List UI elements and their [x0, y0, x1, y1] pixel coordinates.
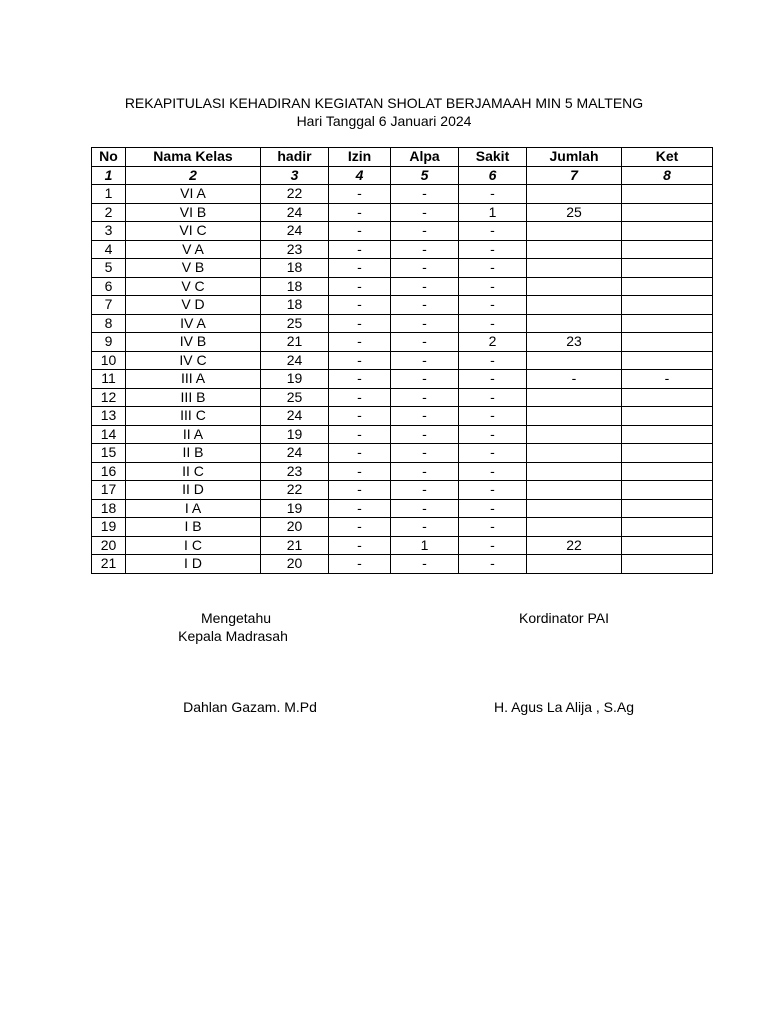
cell-jumlah	[527, 296, 622, 315]
table-row	[92, 370, 713, 389]
table-row	[92, 499, 713, 518]
cell-hadir: 24	[261, 444, 329, 463]
column-header-no: No	[92, 148, 126, 167]
cell-hadir: 21	[261, 333, 329, 352]
column-number: 5	[391, 166, 459, 185]
signature-left-caption: Mengetahu	[200, 610, 272, 626]
cell-izin: -	[329, 351, 391, 370]
cell-hadir: 22	[261, 481, 329, 500]
cell-sakit: -	[459, 536, 527, 555]
cell-jumlah	[527, 259, 622, 278]
column-header-jumlah: Jumlah	[527, 148, 622, 167]
cell-sakit: -	[459, 425, 527, 444]
cell-alpa: -	[391, 555, 459, 574]
cell-alpa: -	[391, 203, 459, 222]
cell-nama-kelas: VI C	[126, 222, 261, 241]
cell-ket	[622, 536, 713, 555]
cell-jumlah: 22	[527, 536, 622, 555]
cell-sakit: -	[459, 462, 527, 481]
cell-izin: -	[329, 462, 391, 481]
cell-jumlah	[527, 462, 622, 481]
cell-sakit: -	[459, 388, 527, 407]
cell-izin: -	[329, 555, 391, 574]
cell-no: 7	[92, 296, 126, 315]
cell-alpa: -	[391, 425, 459, 444]
cell-alpa: -	[391, 185, 459, 204]
cell-izin: -	[329, 222, 391, 241]
cell-no: 9	[92, 333, 126, 352]
table-row	[92, 425, 713, 444]
cell-jumlah	[527, 518, 622, 537]
cell-sakit: 1	[459, 203, 527, 222]
cell-nama-kelas: V C	[126, 277, 261, 296]
cell-alpa: -	[391, 462, 459, 481]
cell-hadir: 23	[261, 240, 329, 259]
cell-jumlah	[527, 277, 622, 296]
signature-right-title: Kordinator PAI	[518, 610, 609, 626]
cell-sakit: -	[459, 370, 527, 389]
cell-hadir: 25	[261, 388, 329, 407]
cell-alpa: -	[391, 481, 459, 500]
cell-jumlah: 25	[527, 203, 622, 222]
cell-hadir: 18	[261, 277, 329, 296]
cell-izin: -	[329, 314, 391, 333]
cell-sakit: -	[459, 555, 527, 574]
cell-ket	[622, 388, 713, 407]
cell-hadir: 21	[261, 536, 329, 555]
cell-nama-kelas: II D	[126, 481, 261, 500]
cell-jumlah	[527, 222, 622, 241]
column-number: 3	[261, 166, 329, 185]
table-row	[92, 481, 713, 500]
cell-hadir: 19	[261, 499, 329, 518]
document-date: Hari Tanggal 6 Januari 2024	[296, 113, 472, 129]
cell-no: 13	[92, 407, 126, 426]
cell-izin: -	[329, 185, 391, 204]
cell-ket	[622, 296, 713, 315]
cell-jumlah: -	[527, 370, 622, 389]
cell-jumlah	[527, 240, 622, 259]
column-number: 1	[92, 166, 126, 185]
cell-no: 3	[92, 222, 126, 241]
table-row	[92, 314, 713, 333]
column-header-alpa: Alpa	[391, 148, 459, 167]
table-row	[92, 222, 713, 241]
cell-jumlah	[527, 314, 622, 333]
cell-sakit: -	[459, 518, 527, 537]
cell-no: 15	[92, 444, 126, 463]
cell-no: 18	[92, 499, 126, 518]
table-row	[92, 333, 713, 352]
cell-jumlah	[527, 407, 622, 426]
cell-ket	[622, 277, 713, 296]
column-number: 2	[126, 166, 261, 185]
cell-hadir: 23	[261, 462, 329, 481]
cell-no: 21	[92, 555, 126, 574]
cell-ket	[622, 314, 713, 333]
cell-no: 8	[92, 314, 126, 333]
cell-izin: -	[329, 518, 391, 537]
cell-nama-kelas: II C	[126, 462, 261, 481]
cell-no: 16	[92, 462, 126, 481]
cell-ket	[622, 333, 713, 352]
table-row	[92, 388, 713, 407]
cell-jumlah	[527, 388, 622, 407]
cell-hadir: 18	[261, 259, 329, 278]
document-title: REKAPITULASI KEHADIRAN KEGIATAN SHOLAT BERJAMAAH MIN 5 MALTENG	[124, 95, 644, 111]
cell-izin: -	[329, 425, 391, 444]
cell-ket	[622, 185, 713, 204]
cell-izin: -	[329, 407, 391, 426]
cell-jumlah	[527, 555, 622, 574]
table-row	[92, 259, 713, 278]
cell-sakit: -	[459, 499, 527, 518]
cell-sakit: -	[459, 444, 527, 463]
cell-hadir: 24	[261, 407, 329, 426]
column-number: 7	[527, 166, 622, 185]
cell-alpa: -	[391, 259, 459, 278]
cell-alpa: -	[391, 388, 459, 407]
cell-jumlah	[527, 351, 622, 370]
cell-no: 14	[92, 425, 126, 444]
cell-izin: -	[329, 388, 391, 407]
cell-izin: -	[329, 499, 391, 518]
table-row	[92, 555, 713, 574]
cell-izin: -	[329, 444, 391, 463]
cell-ket	[622, 203, 713, 222]
cell-no: 19	[92, 518, 126, 537]
cell-ket	[622, 518, 713, 537]
table-row	[92, 444, 713, 463]
cell-nama-kelas: VI B	[126, 203, 261, 222]
cell-no: 12	[92, 388, 126, 407]
cell-no: 4	[92, 240, 126, 259]
cell-sakit: 2	[459, 333, 527, 352]
cell-izin: -	[329, 277, 391, 296]
column-header-ket: Ket	[622, 148, 713, 167]
cell-nama-kelas: II B	[126, 444, 261, 463]
cell-nama-kelas: IV B	[126, 333, 261, 352]
table-row	[92, 536, 713, 555]
cell-alpa: -	[391, 370, 459, 389]
cell-nama-kelas: V A	[126, 240, 261, 259]
cell-alpa: -	[391, 240, 459, 259]
cell-ket	[622, 351, 713, 370]
cell-izin: -	[329, 536, 391, 555]
cell-jumlah	[527, 185, 622, 204]
cell-nama-kelas: III B	[126, 388, 261, 407]
cell-ket: -	[622, 370, 713, 389]
cell-izin: -	[329, 333, 391, 352]
signature-left-name: Dahlan Gazam. M.Pd	[183, 699, 317, 715]
table-row	[92, 185, 713, 204]
cell-sakit: -	[459, 259, 527, 278]
table-row	[92, 240, 713, 259]
cell-no: 1	[92, 185, 126, 204]
cell-nama-kelas: I C	[126, 536, 261, 555]
cell-ket	[622, 444, 713, 463]
table-row	[92, 518, 713, 537]
column-number: 8	[622, 166, 713, 185]
cell-ket	[622, 259, 713, 278]
cell-alpa: 1	[391, 536, 459, 555]
cell-hadir: 24	[261, 351, 329, 370]
cell-nama-kelas: I A	[126, 499, 261, 518]
cell-nama-kelas: II A	[126, 425, 261, 444]
cell-izin: -	[329, 240, 391, 259]
cell-jumlah	[527, 499, 622, 518]
cell-hadir: 20	[261, 518, 329, 537]
cell-alpa: -	[391, 296, 459, 315]
cell-alpa: -	[391, 499, 459, 518]
cell-ket	[622, 499, 713, 518]
cell-jumlah	[527, 444, 622, 463]
cell-ket	[622, 407, 713, 426]
cell-sakit: -	[459, 407, 527, 426]
signature-left-title: Kepala Madrasah	[178, 628, 288, 644]
cell-nama-kelas: V D	[126, 296, 261, 315]
cell-jumlah	[527, 425, 622, 444]
attendance-table	[91, 147, 713, 574]
cell-nama-kelas: V B	[126, 259, 261, 278]
cell-no: 10	[92, 351, 126, 370]
cell-hadir: 20	[261, 555, 329, 574]
cell-ket	[622, 240, 713, 259]
cell-nama-kelas: III C	[126, 407, 261, 426]
column-number: 6	[459, 166, 527, 185]
signature-right-name: H. Agus La Alija , S.Ag	[493, 699, 635, 715]
table-row	[92, 203, 713, 222]
table-row	[92, 296, 713, 315]
cell-sakit: -	[459, 240, 527, 259]
column-header-hadir: hadir	[261, 148, 329, 167]
cell-hadir: 24	[261, 222, 329, 241]
column-header-sakit: Sakit	[459, 148, 527, 167]
cell-hadir: 22	[261, 185, 329, 204]
cell-alpa: -	[391, 277, 459, 296]
table-body	[92, 185, 713, 574]
table-row	[92, 277, 713, 296]
cell-nama-kelas: III A	[126, 370, 261, 389]
cell-izin: -	[329, 203, 391, 222]
cell-sakit: -	[459, 314, 527, 333]
cell-nama-kelas: IV C	[126, 351, 261, 370]
table-header-row	[92, 148, 713, 167]
cell-no: 6	[92, 277, 126, 296]
cell-hadir: 25	[261, 314, 329, 333]
cell-no: 5	[92, 259, 126, 278]
cell-ket	[622, 425, 713, 444]
cell-hadir: 24	[261, 203, 329, 222]
cell-alpa: -	[391, 407, 459, 426]
cell-sakit: -	[459, 222, 527, 241]
cell-alpa: -	[391, 351, 459, 370]
column-number-row	[92, 166, 713, 185]
cell-nama-kelas: VI A	[126, 185, 261, 204]
cell-hadir: 18	[261, 296, 329, 315]
cell-jumlah: 23	[527, 333, 622, 352]
column-header-nama-kelas: Nama Kelas	[126, 148, 261, 167]
cell-alpa: -	[391, 333, 459, 352]
cell-nama-kelas: I D	[126, 555, 261, 574]
column-header-izin: Izin	[329, 148, 391, 167]
cell-sakit: -	[459, 296, 527, 315]
cell-no: 11	[92, 370, 126, 389]
column-number: 4	[329, 166, 391, 185]
cell-no: 2	[92, 203, 126, 222]
cell-no: 17	[92, 481, 126, 500]
cell-ket	[622, 222, 713, 241]
cell-ket	[622, 481, 713, 500]
cell-sakit: -	[459, 277, 527, 296]
cell-sakit: -	[459, 185, 527, 204]
cell-no: 20	[92, 536, 126, 555]
cell-nama-kelas: I B	[126, 518, 261, 537]
cell-jumlah	[527, 481, 622, 500]
table-row	[92, 407, 713, 426]
cell-sakit: -	[459, 481, 527, 500]
cell-nama-kelas: IV A	[126, 314, 261, 333]
cell-alpa: -	[391, 314, 459, 333]
cell-izin: -	[329, 296, 391, 315]
cell-alpa: -	[391, 222, 459, 241]
cell-izin: -	[329, 259, 391, 278]
cell-sakit: -	[459, 351, 527, 370]
cell-hadir: 19	[261, 425, 329, 444]
cell-izin: -	[329, 370, 391, 389]
cell-izin: -	[329, 481, 391, 500]
cell-alpa: -	[391, 444, 459, 463]
cell-ket	[622, 462, 713, 481]
cell-alpa: -	[391, 518, 459, 537]
table-row	[92, 351, 713, 370]
cell-hadir: 19	[261, 370, 329, 389]
cell-ket	[622, 555, 713, 574]
table-row	[92, 462, 713, 481]
